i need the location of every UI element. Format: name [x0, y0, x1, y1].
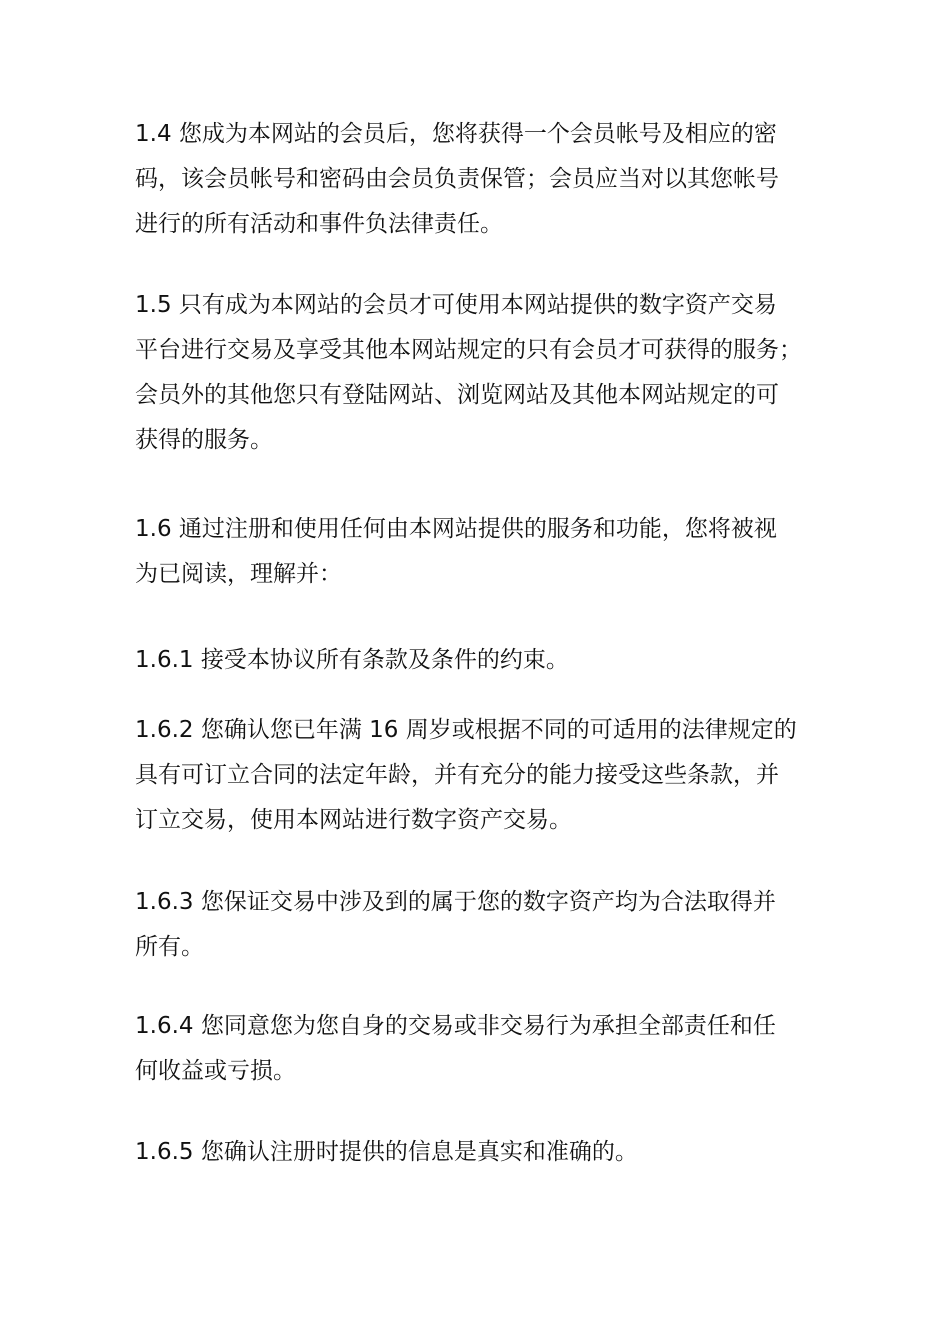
text-line: 获得的服务。: [135, 427, 273, 453]
text-line: 何收益或亏损。: [135, 1058, 296, 1084]
text-line: 进行的所有活动和事件负法律责任。: [135, 211, 503, 237]
clause-1-6-4: [135, 1004, 835, 1094]
text-line: 1.6 通过注册和使用任何由本网站提供的服务和功能，您将被视: [135, 516, 777, 542]
text-line: 所有。: [135, 934, 204, 960]
clause-1-6-5: [135, 1130, 835, 1175]
text-line: 订立交易，使用本网站进行数字资产交易。: [135, 807, 572, 833]
clause-1-6-3: [135, 880, 835, 970]
text-line: 1.6.2 您确认您已年满 16 周岁或根据不同的可适用的法律规定的: [135, 717, 797, 743]
text-line: 会员外的其他您只有登陆网站、浏览网站及其他本网站规定的可: [135, 382, 779, 408]
text-line: 1.6.3 您保证交易中涉及到的属于您的数字资产均为合法取得并: [135, 889, 776, 915]
clause-1-5: [135, 283, 835, 463]
clause-1-6-1: [135, 638, 835, 683]
text-line: 为已阅读，理解并：: [135, 561, 342, 587]
clause-1-6: [135, 507, 835, 597]
text-line: 平台进行交易及享受其他本网站规定的只有会员才可获得的服务；: [135, 337, 802, 363]
text-line: 码，该会员帐号和密码由会员负责保管；会员应当对以其您帐号: [135, 166, 779, 192]
text-line: 1.6.1 接受本协议所有条款及条件的约束。: [135, 647, 569, 673]
text-line: 1.6.4 您同意您为您自身的交易或非交易行为承担全部责任和任: [135, 1013, 776, 1039]
text-line: 1.4 您成为本网站的会员后，您将获得一个会员帐号及相应的密: [135, 121, 777, 147]
clause-1-6-2: [135, 708, 835, 843]
clause-1-4: [135, 112, 835, 247]
text-line: 具有可订立合同的法定年龄，并有充分的能力接受这些条款，并: [135, 762, 779, 788]
text-line: 1.5 只有成为本网站的会员才可使用本网站提供的数字资产交易: [135, 292, 777, 318]
text-line: 1.6.5 您确认注册时提供的信息是真实和准确的。: [135, 1139, 638, 1165]
